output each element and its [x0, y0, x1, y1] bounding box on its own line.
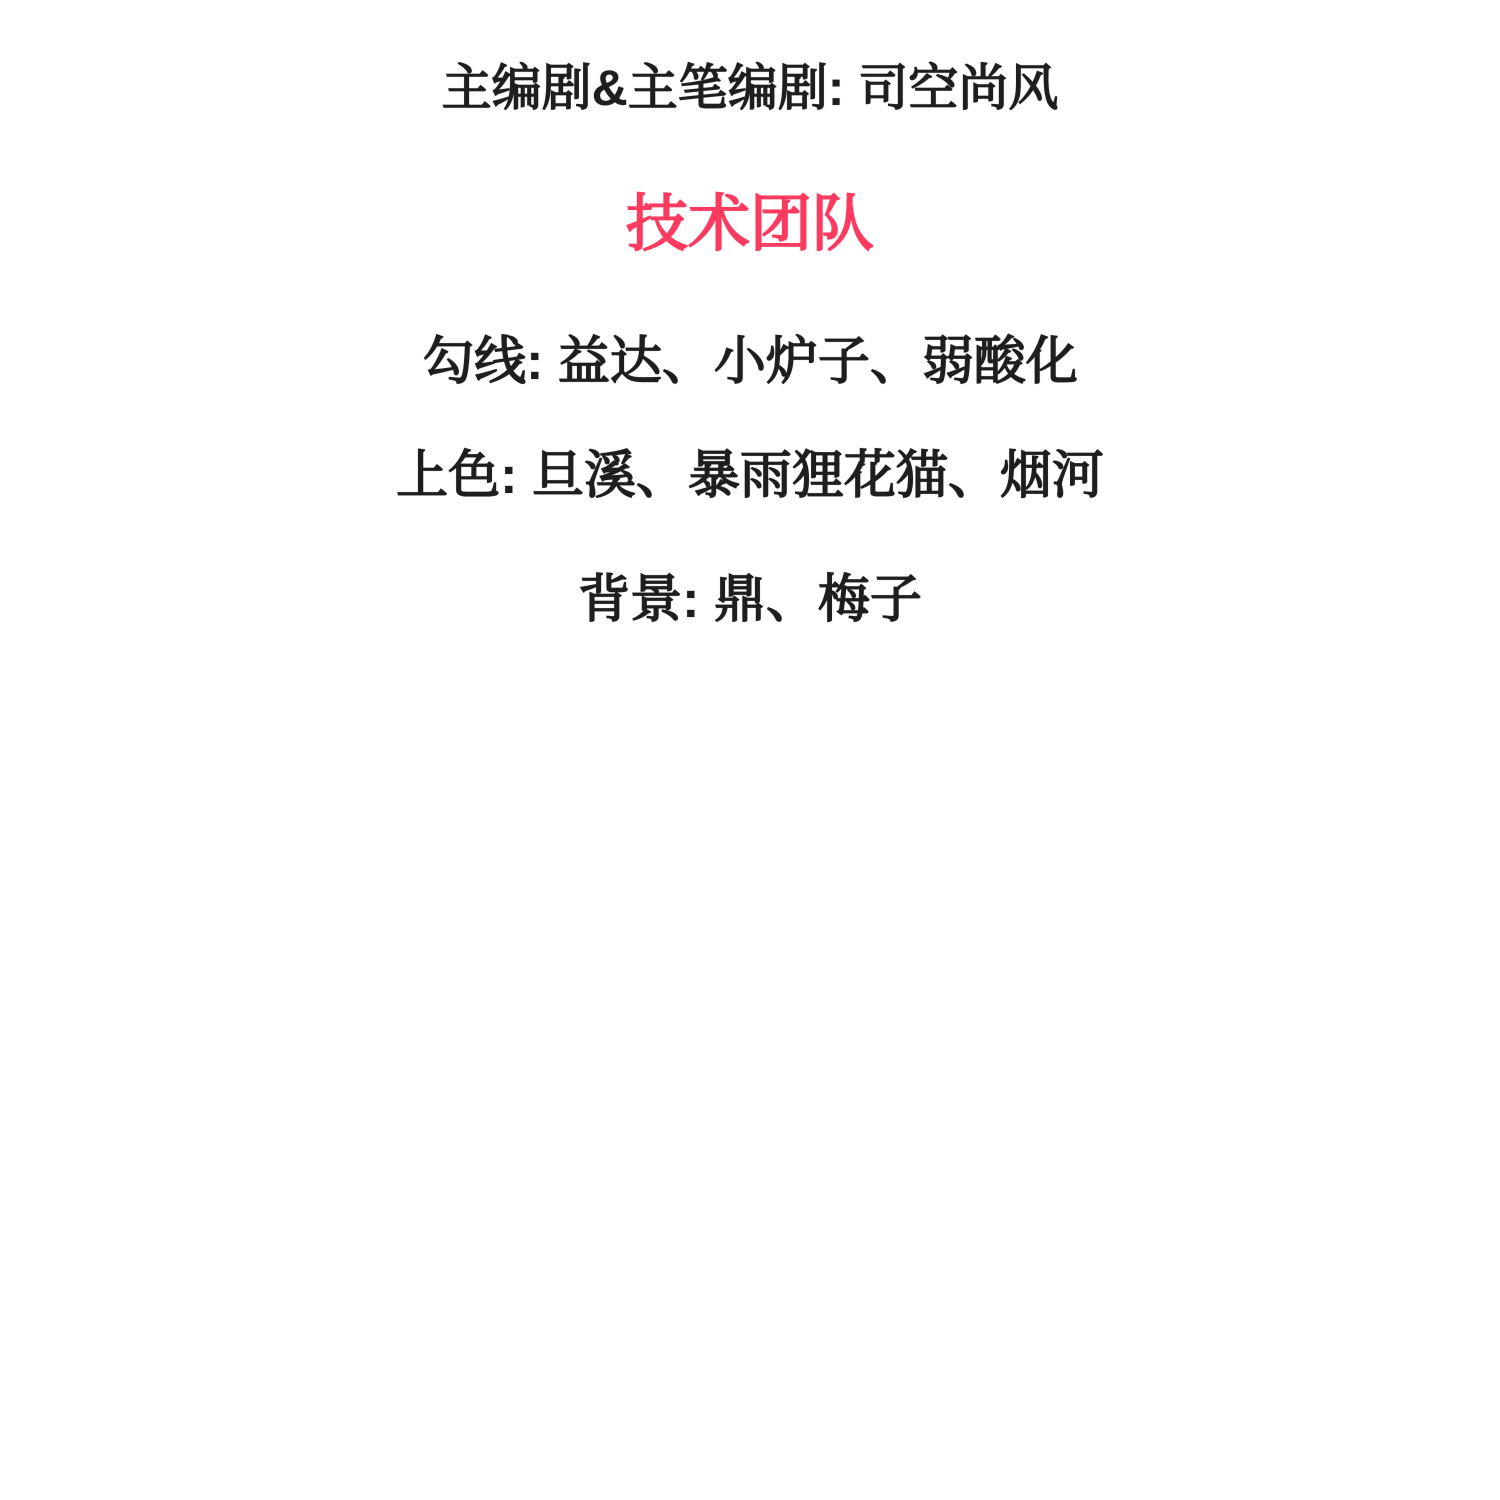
- coloring-credit: 上色: 旦溪、暴雨狸花猫、烟河: [396, 447, 1104, 505]
- chief-writer-credit: 主编剧&主笔编剧: 司空尚风: [441, 60, 1059, 116]
- tech-team-section-title: 技术团队: [625, 190, 874, 259]
- background-art-credit: 背景: 鼎、梅子: [578, 571, 922, 629]
- lineart-credit: 勾线: 益达、小炉子、弱酸化: [422, 333, 1078, 391]
